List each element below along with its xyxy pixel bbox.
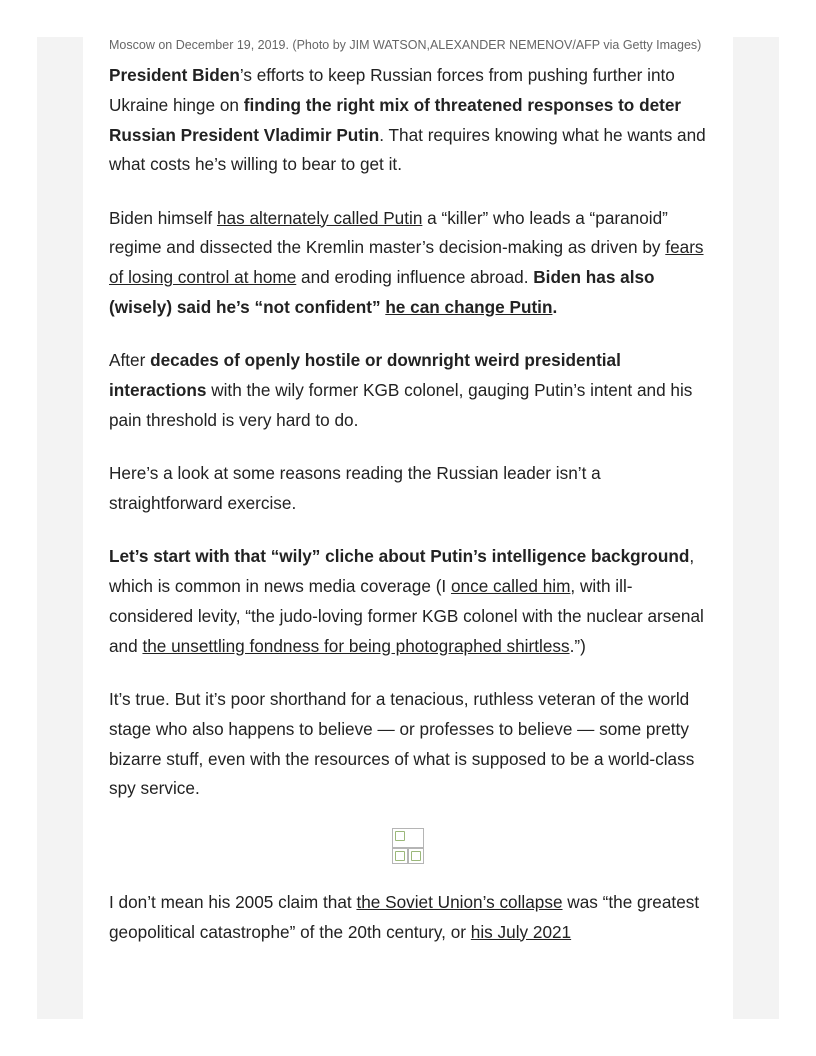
link-alternately-called-putin[interactable]: has alternately called Putin <box>216 207 423 228</box>
text: Biden himself <box>109 207 217 228</box>
left-gutter <box>37 37 83 1019</box>
paragraph-5 <box>109 542 709 661</box>
paragraph-6 <box>109 685 709 804</box>
paragraph-4 <box>109 459 709 519</box>
link-photographed-shirtless[interactable]: the unsettling fondness for being photographed shirtless <box>142 635 570 656</box>
embedded-images <box>109 828 709 864</box>
text: It’s true. But it’s poor shorthand for a tenacious, ruthless veteran of the world stage who also happens to believe — or professes to believe — some pretty bizarre stuff, even with the resources of what is supposed to be a world-class spy service. <box>109 689 695 799</box>
broken-image-icon[interactable] <box>408 848 424 864</box>
text: I don’t mean his 2005 claim that <box>109 891 357 912</box>
photo-caption: Moscow on December 19, 2019. (Photo by JIM WATSON,ALEXANDER NEMENOV/AFP via Getty Images) <box>109 38 702 52</box>
bold-text: President Biden <box>109 65 240 85</box>
text: , with ill-considered levity, “the judo-loving former KGB colonel with the nuclear arsenal and <box>109 576 704 656</box>
link-once-called-him[interactable]: once called him <box>450 576 571 597</box>
bold-text: Let’s start with that “wily” cliche about Putin’s intelligence background <box>109 546 690 567</box>
right-gutter <box>733 37 779 1019</box>
text: was “the greatest geopolitical catastrophe” of the 20th century, or <box>109 891 700 942</box>
article-body <box>109 36 709 971</box>
text: . That requires knowing what he wants and what costs he’s willing to bear to get it. <box>109 124 706 175</box>
text: Here’s a look at some reasons reading the Russian leader isn’t a straightforward exercise. <box>109 463 601 514</box>
text: , which is common in news media coverage (I <box>109 546 695 597</box>
paragraph-7 <box>109 888 709 948</box>
bold-text: . <box>552 297 558 318</box>
text: a “killer” who leads a “paranoid” regime and dissected the Kremlin master’s decision-making as driven by <box>109 207 668 258</box>
bold-text: decades of openly hostile or downright weird presidential interactions <box>109 350 621 401</box>
text: ’s efforts to keep Russian forces from pushing further into Ukraine hinge on <box>109 65 675 115</box>
text: .”) <box>569 635 586 656</box>
paragraph-3 <box>109 346 709 435</box>
link-he-can-change-putin[interactable]: he can change Putin <box>385 297 553 318</box>
broken-image-icon[interactable] <box>392 848 408 864</box>
bold-text: finding the right mix of threatened responses to deter Russian President Vladimir Putin <box>109 94 682 145</box>
text: with the wily former KGB colonel, gauging Putin’s intent and his pain threshold is very hard to do. <box>109 380 693 430</box>
paragraph-1 <box>109 61 709 180</box>
text: and eroding influence abroad. <box>296 267 534 288</box>
bold-text: Biden has also (wisely) said he’s “not confident” <box>109 267 655 318</box>
link-july-2021[interactable]: his July 2021 <box>470 921 572 942</box>
link-soviet-union-collapse[interactable]: the Soviet Union’s collapse <box>356 891 563 912</box>
paragraph-2 <box>109 204 709 323</box>
broken-image-icon[interactable] <box>392 828 424 848</box>
link-fears-of-losing-control[interactable]: fears of losing control at home <box>109 237 704 288</box>
text: After <box>109 350 151 371</box>
